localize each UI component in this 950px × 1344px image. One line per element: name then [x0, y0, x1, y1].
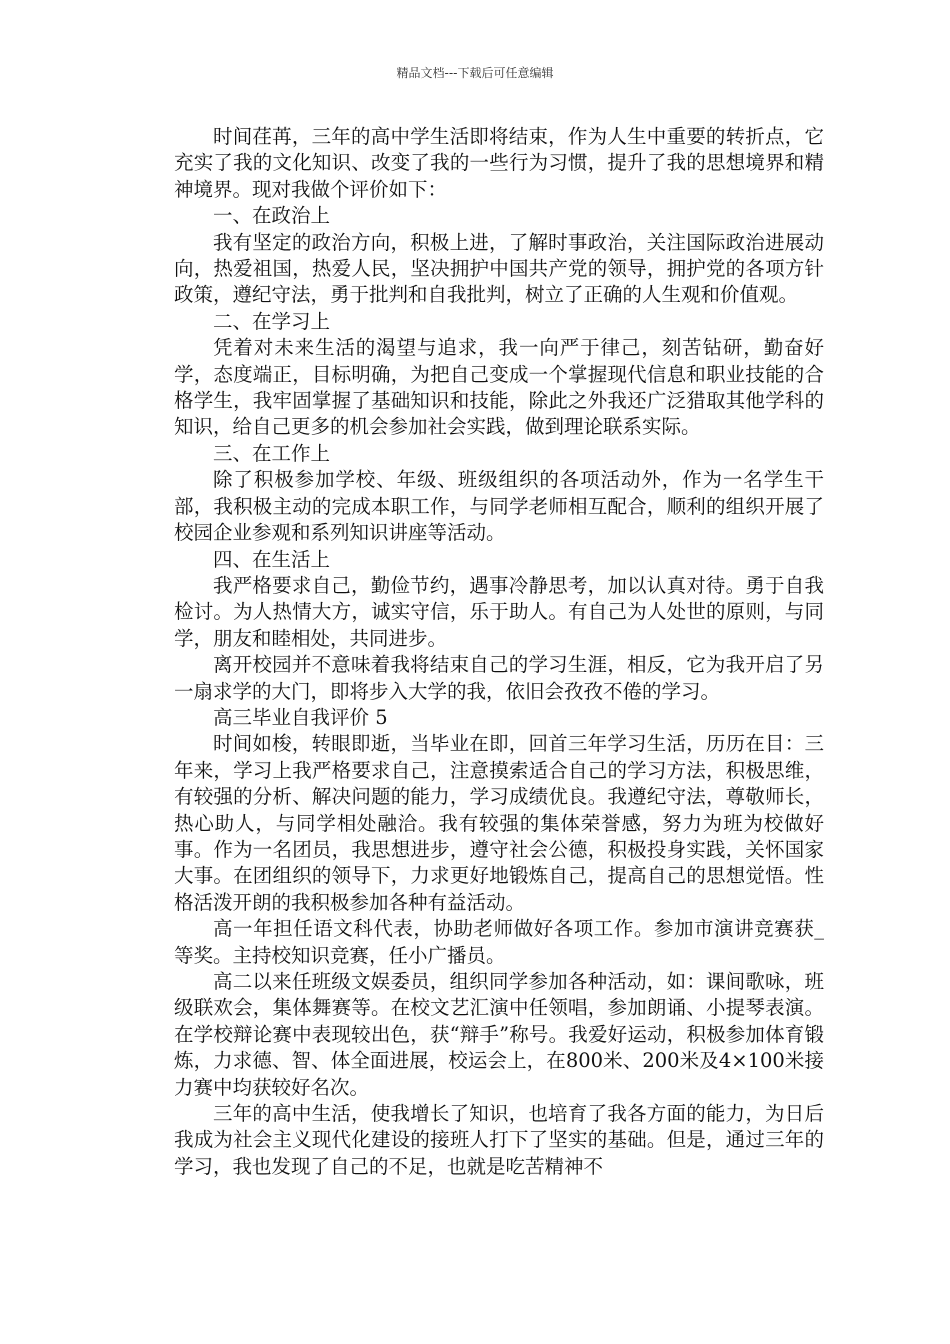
paragraph-work: 除了积极参加学校、年级、班级组织的各项活动外，作为一名学生干部，我积极主动的完成本职工作，与同学老师相互配合，顺利的组织开展了校园企业参观和系列知识讲座等活动。: [174, 468, 824, 545]
paragraph-study: 凭着对未来生活的渴望与追求，我一向严于律己，刻苦钻研，勤奋好学，态度端正，目标明确，为把自己变成一个掌握现代信息和职业技能的合格学生，我牢固掌握了基础知识和技能，除此之外我还广泛猎取其他学科的知识，给自己更多的机会参加社会实践，做到理论联系实际。: [174, 336, 824, 439]
paragraph-politics: 我有坚定的政治方向，积极上进，了解时事政治，关注国际政治进展动向，热爱祖国，热爱人民，坚决拥护中国共产党的领导，拥护党的各项方针政策，遵纪守法，勇于批判和自我批判，树立了正确的人生观和价值观。: [174, 230, 824, 307]
section-heading-work: 三、在工作上: [213, 441, 331, 465]
page-header: 精品文档---下载后可任意编辑: [396, 66, 554, 80]
document-body: [174, 124, 824, 1180]
paragraph-summary: 三年的高中生活，使我增长了知识，也培育了我各方面的能力，为日后我成为社会主义现代化建设的接班人打下了坚实的基础。但是，通过三年的 学习，我也发现了自己的不足，也就是吃苦精神不: [174, 1102, 824, 1178]
paragraph-intro: 时间荏苒，三年的高中学生活即将结束，作为人生中重要的转折点，它充实了我的文化知识、改变了我的一些行为习惯，提升了我的思想境界和精神境界。现对我做个评价如下：: [174, 125, 824, 201]
paragraph-grade-two: 高二以来任班级文娱委员，组织同学参加各种活动，如：课间歌咏，班级联欢会，集体舞赛等。在校文艺汇演中任领唱，参加朗诵、小提琴表演。在学校辩论赛中表现较出色，获“辩手”称号。我爱好运动，积极参加体育锻炼，力求德、智、体全面进展，校运会上，在800米、200米及4×100米接力赛中均获较好名次。: [174, 970, 824, 1099]
section-heading-life: 四、在生活上: [213, 547, 331, 571]
paragraph-grade-one: 高一年担任语文科代表，协助老师做好各项工作。参加市演讲竞赛获_等奖。主持校知识竞赛，任小广播员。: [174, 917, 824, 967]
paragraph-life: 我严格要求自己，勤俭节约，遇事冷静思考，加以认真对待。勇于自我检讨。为人热情大方，诚实守信，乐于助人。有自己为人处世的原则，与同学，朋友和睦相处，共同进步。: [174, 573, 824, 650]
section-heading-evaluation-5: 高三毕业自我评价 5: [213, 705, 388, 729]
section-heading-study: 二、在学习上: [213, 309, 331, 333]
paragraph-evaluation-5: 时间如梭，转眼即逝，当毕业在即，回首三年学习生活，历历在目：三年来，学习上我严格要求自己，注意摸索适合自己的学习方法，积极思维，有较强的分析、解决问题的能力，学习成绩优良。我遵纪守法，尊敬师长，热心助人，与同学相处融洽。我有较强的集体荣誉感，努力为班为校做好事。作为一名团员，我思想进步，遵守社会公德，积极投身实践，关怀国家大事。在团组织的领导下，力求更好地锻炼自己，提高自己的思想觉悟。性格活泼开朗的我积极参加各种有益活动。: [174, 732, 824, 914]
paragraph-closing: 离开校园并不意味着我将结束自己的学习生涯，相反，它为我开启了另一扇求学的大门，即将步入大学的我，依旧会孜孜不倦的学习。: [174, 653, 824, 703]
section-heading-politics: 一、在政治上: [213, 204, 331, 228]
